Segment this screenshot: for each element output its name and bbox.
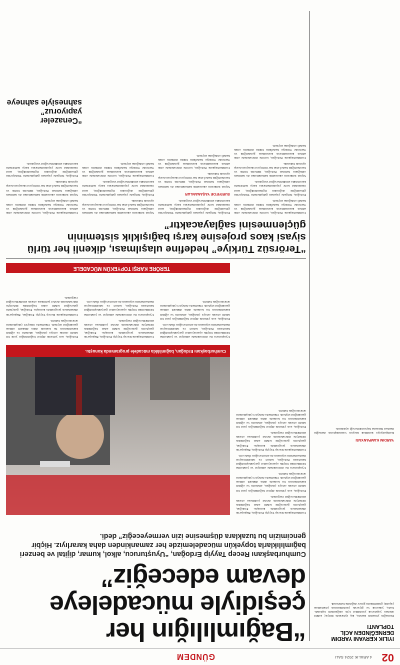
main-body-col-1 xyxy=(236,275,306,515)
photo-caption-band xyxy=(6,345,230,357)
second-story-paragraph: Cumhurbaşkanı Erdoğan, terörle mücadelede elde edilen kazanımların korunması gerektiğini ve Terörsüz Türkiye hedefinin bütün milletin ortak hedefi olduğunu söyledi. xyxy=(6,198,78,215)
main-headline-block xyxy=(6,525,306,645)
main-body-col-4 xyxy=(6,275,78,339)
main-body-paragraph: Cumhurbaşkanı Recep Tayyip Erdoğan, Beştepe'de düzenlenen programda konuştu. Erdoğan, gençlerin geleceğini tehdit eden bağımlılık türleriyle mücadelenin devlet politikası olarak sürdürüleceğini vurguladı. xyxy=(236,494,306,515)
photo-caption: Cumhurbaşkanı Erdoğan, bağımlılıkla mücadele programında konuştu. xyxy=(85,349,226,354)
second-story-col-3 xyxy=(82,15,154,215)
main-photo xyxy=(6,345,230,515)
issue-date: 4 ARALIK 2024 SALI xyxy=(334,655,372,660)
second-story-paragraph: Cumhurbaşkanı Erdoğan, terörle mücadelede elde edilen kazanımların korunması gerektiğini ve Terörsüz Türkiye hedefinin bütün milletin ortak hedefi olduğunu söyledi. xyxy=(234,198,306,215)
main-headline: “Bağımlılığın her çeşidiyle mücadeleye devam edeceğiz” xyxy=(50,563,306,647)
main-body-col-3 xyxy=(84,275,154,339)
second-story-paragraph: Cumhurbaşkanı Erdoğan, terörle mücadelede elde edilen kazanımların korunması gerektiğini ve Terörsüz Türkiye hedefinin bütün milletin ortak hedefi olduğunu söyledi. xyxy=(82,161,154,179)
main-body-paragraph: Uyuşturucu ile mücadelede emniyet ve jandarma birimlerinin büyük operasyonlar gerçekleştirdiğini hatırlatan Erdoğan, tedavi ve rehabilitasyon merkezlerinin sayısının da artırılacağını ifade etti. xyxy=(236,453,306,471)
second-story-paragraph: Erdoğan, bölgede yaşanan gelişmelerin Türkiye'nin güvenliğini doğrudan ilgilendirdiğini, sınır ötesindeki terör yapılanmalarına karşı tedbirlerin kararlılıkla sürdürüleceğini vurguladı. xyxy=(6,161,78,179)
left-column-subhead: YARDIM KAMPANYASI xyxy=(355,438,394,443)
main-body-paragraph: Erdoğan, son yıllarda dijital bağımlılığın yeni bir tehdit olarak ortaya çıktığını, ailelerin ve eğitim kurumlarının bu konuda daha dikkatli olması gerektiğini söyledi. Okullarda önleyici çalışmaların artırılacağını belirtti. xyxy=(236,408,306,430)
section-label: GÜNDEM xyxy=(176,652,215,661)
quote-banner xyxy=(6,263,230,273)
second-story-col-1 xyxy=(234,15,306,215)
second-story-paragraph: Cumhurbaşkanı Erdoğan, terörle mücadelede elde edilen kazanımların korunması gerektiğini ve Terörsüz Türkiye hedefinin bütün milletin ortak hedefi olduğunu söyledi. xyxy=(234,143,306,160)
main-body-paragraph: Cumhurbaşkanı Recep Tayyip Erdoğan, Beştepe'de düzenlenen programda konuştu. Erdoğan, gençlerin geleceğini tehdit eden bağımlılık türleriyle mücadelenin devlet politikası olarak sürdürüleceğini vurguladı. xyxy=(84,318,154,339)
second-story-paragraph: Erdoğan, bölgede yaşanan gelişmelerin Türkiye'nin güvenliğini doğrudan ilgilendirdiğini, sınır ötesindeki terör yapılanmalarına karşı tedbirlerin kararlılıkla sürdürüleceğini vurguladı. xyxy=(234,180,306,197)
second-story-paragraph: Siyasi istikrarın ekonomik kalkınmanın da teminatı olduğunu belirten Erdoğan, milletin birlik ve beraberliğini hedef alan her türlü provokasyona karşı uyarıda bulundu. xyxy=(82,198,154,215)
left-column-headline: İYİLİK KERVANI YARDIM DERNEĞİNDEN ACİL TOPLANTI xyxy=(331,622,394,641)
main-deck: Cumhurbaşkanı Recep Tayyip Erdoğan, “Uyuşturucu, alkol, kumar, dijital ve benzeri bağımlılıklarla topyekûn mücadelemizde her zamankinden daha kararlıyız. Hiçbir gencimizin bu tuzaklara düşmesine izin vermeyeceğiz” dedi. xyxy=(19,532,306,559)
main-body-paragraph: Uyuşturucu ile mücadelede emniyet ve jandarma birimlerinin büyük operasyonlar gerçekleştirdiğini hatırlatan Erdoğan, tedavi ve rehabilitasyon merkezlerinin sayısının da artırılacağını ifade etti. xyxy=(84,300,154,317)
left-column-story xyxy=(314,1,394,641)
main-body-paragraph: Erdoğan, son yıllarda dijital bağımlılığın yeni bir tehdit olarak ortaya çıktığını, ailelerin ve eğitim kurumlarının bu konuda daha dikkatli olması gerektiğini söyledi. Okullarda önleyici çalışmaların artırılacağını belirtti. xyxy=(236,472,306,493)
speaker-photo-illustration xyxy=(6,345,230,515)
left-column-body-2: Kampanyaya katılmak isteyen vatandaşların derneğin merkez binasına başvurabileceği açıklandı. xyxy=(314,427,394,436)
second-story-headline: “Terörsüz Türkiye” hedefine ulaşılması, dikenli her türlü siyasi kaos projesine karşı bağışıklık sisteminin güçlenmesini sağlayacaktır” xyxy=(27,219,306,255)
right-column-headline: “Cenazeler yapıyoruz” sahnesiyle sahneye xyxy=(6,98,82,125)
main-body-paragraph: Cumhurbaşkanı Recep Tayyip Erdoğan, Beştepe'de düzenlenen programda konuştu. Erdoğan, gençlerin geleceğini tehdit eden bağımlılık türleriyle mücadelenin devlet politikası olarak sürdürüleceğini vurguladı. xyxy=(236,431,306,452)
left-column-body: Derneğin yönetim kurulu, kış aylarında ihtiyaç sahibi ailelere yapılacak yardımlar için olağanüstü toplandı. Gıda, yakacak ve giyecek yardımlarının planlaması yapıldı; gönüllülerin görev dağılımı belirlendi. xyxy=(314,602,394,619)
story-divider xyxy=(6,258,306,259)
second-story-paragraph: Siyasi istikrarın ekonomik kalkınmanın da teminatı olduğunu belirten Erdoğan, milletin birlik ve beraberliğini hedef alan her türlü provokasyona karşı uyarıda bulundu. xyxy=(6,180,78,197)
column-divider xyxy=(309,11,310,641)
main-body-paragraph: Cumhurbaşkanı Recep Tayyip Erdoğan, Beştepe'de düzenlenen programda konuştu. Erdoğan, gençlerin geleceğini tehdit eden bağımlılık türleriyle mücadelenin devlet politikası olarak sürdürüleceğini vurguladı. xyxy=(6,296,78,317)
second-story-paragraph: Siyasi istikrarın ekonomik kalkınmanın da teminatı olduğunu belirten Erdoğan, milletin birlik ve beraberliğini hedef alan her türlü provokasyona karşı uyarıda bulundu. xyxy=(234,161,306,179)
second-story-paragraph: Siyasi istikrarın ekonomik kalkınmanın da teminatı olduğunu belirten Erdoğan, milletin birlik ve beraberliğini hedef alan her türlü provokasyona karşı uyarıda bulundu. xyxy=(158,172,230,189)
main-body-paragraph: Uyuşturucu ile mücadelede emniyet ve jandarma birimlerinin büyük operasyonlar gerçekleştirdiğini hatırlatan Erdoğan, tedavi ve rehabilitasyon merkezlerinin sayısının da artırılacağını ifade etti. xyxy=(160,322,230,339)
main-body-col-2 xyxy=(160,275,230,339)
quote-banner-text: TERÖRE KARŞI TOPYEKÛN MÜCADELE xyxy=(73,265,170,271)
second-story-paragraph: Cumhurbaşkanı Erdoğan, terörle mücadelede elde edilen kazanımların korunması gerektiğini ve Terörsüz Türkiye hedefinin bütün milletin ortak hedefi olduğunu söyledi. xyxy=(158,153,230,171)
second-story-col-2 xyxy=(158,15,230,215)
main-body-paragraph: Erdoğan, son yıllarda dijital bağımlılığın yeni bir tehdit olarak ortaya çıktığını, ailelerin ve eğitim kurumlarının bu konuda daha dikkatli olması gerektiğini söyledi. Okullarda önleyici çalışmaların artırılacağını belirtti. xyxy=(160,300,230,321)
main-body-paragraph: Erdoğan, son yıllarda dijital bağımlılığın yeni bir tehdit olarak ortaya çıktığını, ailelerin ve eğitim kurumlarının bu konuda daha dikkatli olması gerektiğini söyledi. Okullarda önleyici çalışmaların artırılacağını belirtti. xyxy=(6,318,78,339)
second-story-subhead: SURİYE'DE YAŞANANLAR xyxy=(185,191,230,196)
second-story-col-4 xyxy=(6,15,78,215)
second-story-paragraph: Erdoğan, bölgede yaşanan gelişmelerin Türkiye'nin güvenliğini doğrudan ilgilendirdiğini, sınır ötesindeki terör yapılanmalarına karşı tedbirlerin kararlılıkla sürdürüleceğini vurguladı. xyxy=(82,180,154,197)
second-story-paragraph: Erdoğan, bölgede yaşanan gelişmelerin Türkiye'nin güvenliğini doğrudan ilgilendirdiğini, sınır ötesindeki terör yapılanmalarına karşı tedbirlerin kararlılıkla sürdürüleceğini vurguladı. xyxy=(158,198,230,215)
page-header xyxy=(0,648,400,665)
page-number: 02 xyxy=(381,651,394,663)
